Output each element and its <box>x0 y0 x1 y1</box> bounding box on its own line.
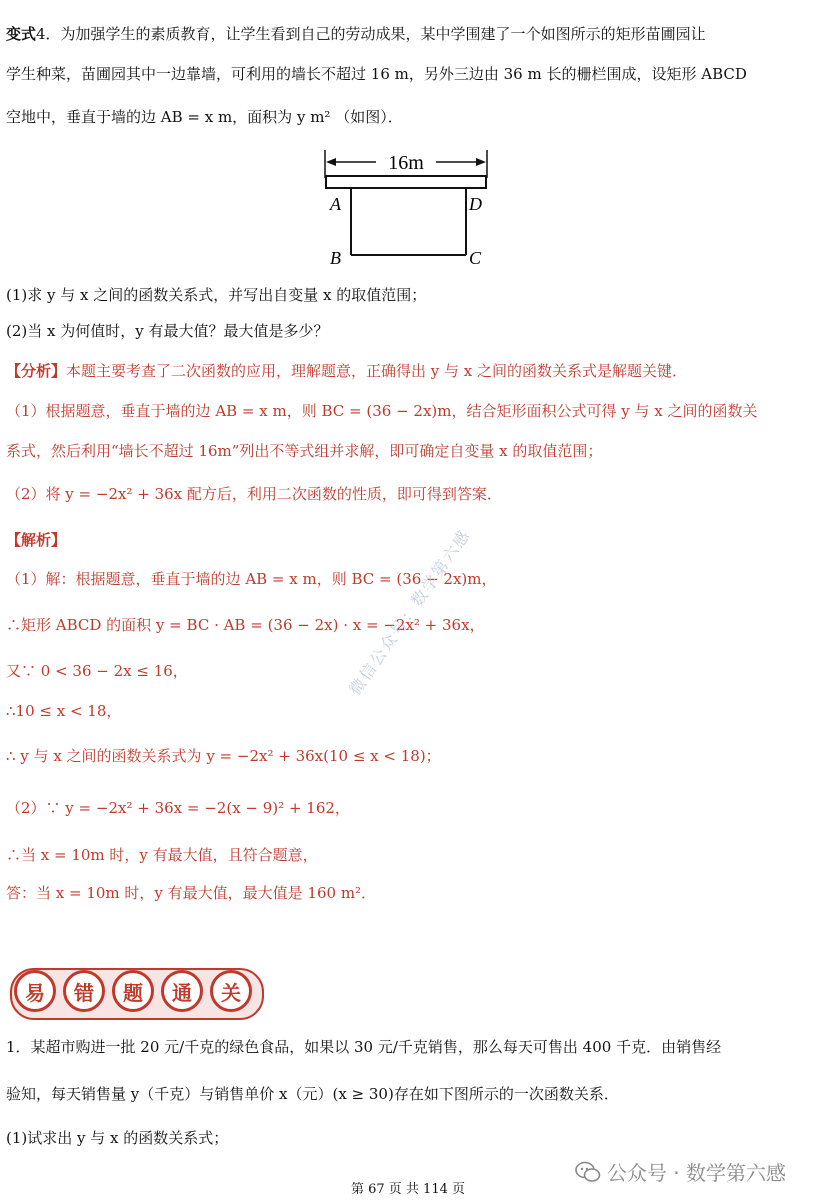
analysis-line-1 <box>6 360 808 382</box>
solution-step-5: ∴ y 与 x 之间的函数关系式为 y = −2x² + 36x(10 ≤ x < 18)； <box>6 747 441 765</box>
analysis-line-4: （2）将 y = −2x² + 36x 配方后，利用二次函数的性质，即可得到答案． <box>6 485 502 503</box>
rectangle-diagram <box>316 148 502 276</box>
section-char-5: 关 <box>210 970 252 1012</box>
section-header <box>10 960 262 1018</box>
solution-step-8: 答：当 x = 10m 时，y 有最大值，最大值是 160 m²． <box>6 884 377 902</box>
page-number: 第 67 页 共 114 页 <box>350 1182 466 1197</box>
solution-step-2: ∴矩形 ABCD 的面积 y = BC · AB = (36 − 2x) · x = −2x² + 36x， <box>6 616 485 634</box>
question-1: (1)求 y 与 x 之间的函数关系式，并写出自变量 x 的取值范围； <box>6 286 427 304</box>
solution-step-3: 又∵ 0 < 36 − 2x ≤ 16， <box>6 662 188 680</box>
section-char-1: 易 <box>14 970 56 1012</box>
problem-line-3: 空地中，垂直于墙的边 AB = x m，面积为 y m² （如图）． <box>6 108 403 126</box>
section-char-4: 通 <box>161 970 203 1012</box>
solution-tag: 【解析】 <box>6 531 67 549</box>
wall-length-label: 16m <box>388 152 424 174</box>
problem-label: 变式 <box>6 25 37 43</box>
analysis-line-2: （1）根据题意，垂直于墙的边 AB = x m，则 BC = (36 − 2x)m，结合矩形面积公式可得 y 与 x 之间的函数关 <box>6 402 758 420</box>
problem-line-2: 学生种菜，苗圃园其中一边靠墙，可利用的墙长不超过 16 m，另外三边由 36 m 长的栅栏围成，设矩形 ABCD <box>6 65 747 83</box>
analysis-text-1: 本题主要考查了二次函数的应用，理解题意，正确得出 y 与 x 之间的函数关系式是解题关键． <box>66 362 688 380</box>
exercise-line-1: 1．某超市购进一批 20 元/千克的绿色食品，如果以 30 元/千克销售，那么每天可售出 400 千克．由销售经 <box>6 1038 722 1056</box>
footer-brand-text: 公众号 · 数学第六感 <box>606 1161 786 1185</box>
watermark-text: 微信公众号：数学第六感 <box>345 525 475 699</box>
analysis-tag: 【分析】 <box>6 362 67 380</box>
solution-step-7: ∴当 x = 10m 时，y 有最大值，且符合题意， <box>6 846 318 864</box>
vertex-b: B <box>330 248 341 268</box>
problem-line-1 <box>6 23 808 45</box>
section-char-2: 错 <box>63 970 105 1012</box>
vertex-d: D <box>469 194 482 214</box>
solution-step-6: （2）∵ y = −2x² + 36x = −2(x − 9)² + 162， <box>6 799 350 817</box>
solution-step-4: ∴10 ≤ x < 18， <box>6 702 122 720</box>
analysis-line-3: 系式，然后利用“墙长不超过 16m”列出不等式组并求解，即可确定自变量 x 的取值范围； <box>6 442 603 460</box>
problem-text-1: 4．为加强学生的素质教育，让学生看到自己的劳动成果，某中学围建了一个如图所示的矩形苗圃园让 <box>36 25 706 43</box>
section-char-3: 题 <box>112 970 154 1012</box>
exercise-line-3: (1)试求出 y 与 x 的函数关系式； <box>6 1129 229 1147</box>
vertex-a: A <box>330 194 341 214</box>
exercise-line-2: 验知，每天销售量 y（千克）与销售单价 x（元）(x ≥ 30)存在如下图所示的一次函数关系． <box>6 1085 619 1103</box>
question-2: (2)当 x 为何值时，y 有最大值？最大值是多少？ <box>6 322 329 340</box>
solution-step-1: （1）解：根据题意，垂直于墙的边 AB = x m，则 BC = (36 − 2x)m， <box>6 570 497 588</box>
vertex-c: C <box>469 248 482 268</box>
